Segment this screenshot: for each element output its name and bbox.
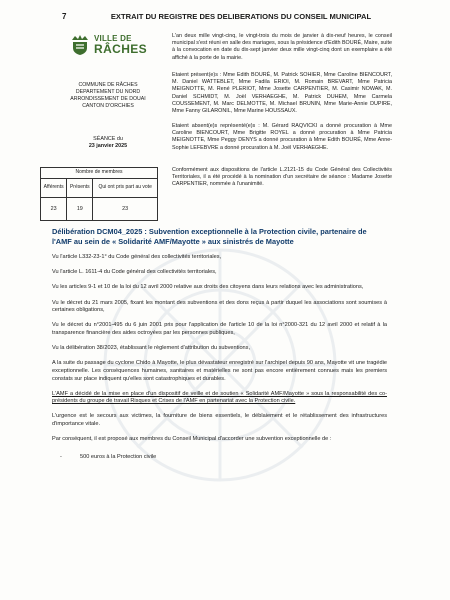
paragraph: Vu la délibération 38/2023, établissant le règlement d'attribution du subventions, [52, 345, 251, 352]
paragraph: Par conséquent, il est proposé aux membres du Conseil Municipal d'accorder une subvention exceptionnelle de : [52, 436, 332, 443]
secretary-note: Conformément aux dispositions de l'article L.2121-15 du Code Général des Collectivités Territoriales, il a été procédé à la nomination d'un secrétaire de séance : Madame Josette CARPENTIER, nommée à l'unanimité. [172, 167, 392, 188]
town-logo [70, 34, 148, 56]
bullet-item [60, 454, 387, 462]
deliberation-body [52, 254, 387, 461]
paragraph: Vu le décret du 21 mars 2005, fixant les montant des subventions et des dons reçus à partir duquel les associations sont soumises à certaines obligations, [52, 299, 387, 314]
members-header: Qui ont pris part au vote [93, 179, 158, 198]
logo-line-1: VILLE DE [94, 34, 132, 43]
crown-shield-icon [70, 34, 90, 56]
session-intro: L'an deux mille vingt-cinq, le vingt-trois du mois de janvier à dix-neuf heures, le conseil municipal s'est réuni en salle des mariages, sous la présidence d'Edith BOURÉ, Maire, suite à la convocation en date du dix-sept janvier deux mille vingt-cinq dont un exemplaire a été affiché à la porte de la mairie. [172, 33, 392, 61]
paragraph: Vu l'article L332-23-1° du Code général des collectivités territoriales, [52, 254, 222, 260]
commune-block [52, 82, 164, 109]
members-table-title: Nombre de membres [41, 168, 158, 179]
members-value: 19 [67, 198, 93, 221]
commune-line: DEPARTEMENT DU NORD [75, 88, 141, 95]
seance-block [52, 136, 164, 150]
bullet-dash: - [60, 453, 62, 460]
members-header: Afférents [41, 179, 67, 198]
members-table [40, 167, 158, 221]
commune-line: COMMUNE DE RÂCHES [78, 82, 138, 88]
members-header: Présents [67, 179, 93, 198]
page-number: 7 [62, 12, 67, 21]
commune-line: ARRONDISSEMENT DE DOUAI [70, 95, 146, 102]
register-header: EXTRAIT DU REGISTRE DES DELIBERATIONS DU CONSEIL MUNICIPAL [110, 12, 372, 21]
paragraph: L'AMF a décidé de la mise en place d'un dispositif de veille et de soutien « Solidarité AMF/Mayotte » sous la responsabilité des co-présidents du groupe de travail Risques et Crises de l'AMF en partenariat avec la Protection civile. [52, 390, 387, 405]
present-members: Etaient présent(e)s : Mme Edith BOURÉ, M. Patrick SOHIER, Mme Caroline BIENCOURT, M. Daniel WATTEBLET, Mme Fadila ERIOI, M. Romain BREVART, Mme Patricia MEIGNOTTE, M. René PLERIOT, Mme Josette CARPENTIER, M. Casimir NOWAK, M. Daniel SCHMIDT, M. Joël VERHAEGHE, M. Patrick DUHEM, Mme Carmela COUSSEMENT, M. Marc DELMOTTE, M. Michael BRUNIN, Mme Marie-Annie DUPIRE, Mme Fanny GILARONIL, Mme Marine HOUSSAUX. [172, 72, 392, 114]
paragraph: Vu le décret du n°2001-495 du 6 juin 2001 pris pour l'application de l'article 10 de la loi n°2000-321 du 12 avril 2000 et relatif à la transparence financière des aides octroyées par les personnes publiques, [52, 322, 387, 336]
paragraph: A la suite du passage du cyclone Chido à Mayotte, le plus dévastateur enregistré sur l'archipel depuis 90 ans, Mayotte vit une tragédie exceptionnelle. Les conséquences humaines, sanitaires et matérielles ne sont pas encore entièrement connues mais les premiers constats sur place indiquent qu'elles sont catastrophiques et durables. [52, 360, 387, 382]
commune-line: CANTON D'ORCHIES [82, 102, 134, 109]
paragraph: Vu l'article L. 1611-4 du Code général des collectivités territoriales, [52, 269, 217, 276]
members-value: 23 [93, 198, 158, 221]
logo-line-2: RÂCHES [94, 42, 148, 56]
paragraph: Vu les articles 9-1 et 10 de la loi du 12 avril 2000 relative aux droits des citoyens dans leurs relations avec les administrations, [52, 284, 364, 291]
bullet-text: 500 euros à la Protection civile [80, 453, 157, 460]
seance-label: SÉANCE du [93, 136, 123, 142]
seance-date: 23 janvier 2025 [88, 143, 128, 150]
deliberation-title: Délibération DCM04_2025 : Subvention exceptionnelle à la Protection civile, partenaire de l'AMF au sein de « Solidarité AMF/Mayotte » aux sinistrés de Mayotte [52, 227, 367, 246]
paragraph: L'urgence est le secours aux victimes, la fourniture de biens essentiels, le déblaiement et le rétablissement des infrastructures d'importance vitale. [52, 413, 387, 428]
members-value: 23 [41, 198, 67, 221]
proxy-members: Etaient absent(e)s représenté(e)s : M. Gérard RAQVICKI a donné procuration à Mme Caroline BIENCOURT, Mme Brigitte ROYEL a donné procuration à Mme Patricia MEIGNOTTE, Mme Peggy DENYS a donné procuration à Mme Edith BOURÉ, Mme Anne-Sophie LEFEBVRE a donné procuration à M. Joël VERHAEGHE. [172, 123, 392, 151]
